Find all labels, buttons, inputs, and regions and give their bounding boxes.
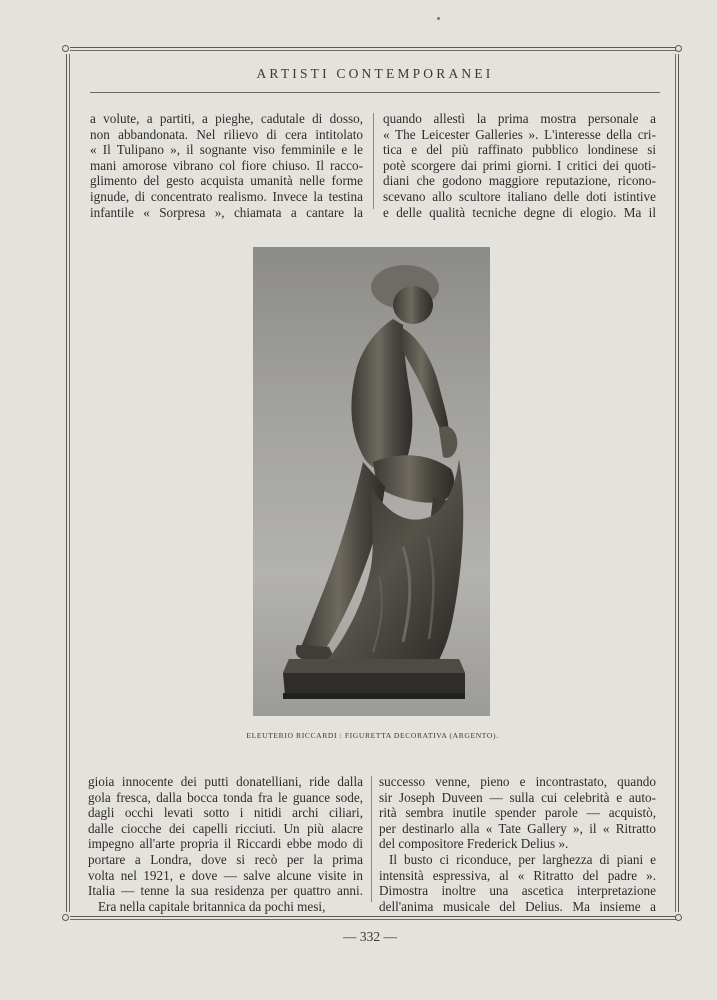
- frame-top-rule-inner: [70, 50, 678, 51]
- frame-right-rule-inner: [675, 54, 676, 912]
- text-line: « Il Tulipano », il sognante viso femminile e le: [90, 142, 363, 158]
- text-line: portare a Londra, dove si recò per la prima: [88, 851, 363, 867]
- frame-corner-ornament: [62, 45, 69, 52]
- statuette-illustration: [253, 247, 490, 716]
- text-line: rità sembra inutile spender parole — acquistò,: [379, 805, 656, 821]
- running-head: ARTISTI CONTEMPORANEI: [256, 66, 494, 81]
- text-line: volta nel 1921, e dove — salve alcune visite in: [88, 867, 363, 883]
- text-line: successo venne, pieno e incontrastato, quando: [379, 774, 656, 789]
- text-line: infantile « Sorpresa », chiamata a cantare la: [90, 204, 363, 220]
- text-line: diani che godono maggiore reputazione, ricono-: [383, 173, 656, 189]
- text-line: a volute, a partiti, a pieghe, cadutale di dosso,: [90, 111, 363, 126]
- text-line: non abbandonata. Nel rilievo di cera intitolato: [90, 126, 363, 142]
- text-line: Italia — tenne la sua residenza per quattro anni.: [88, 883, 363, 899]
- frame-corner-ornament: [675, 45, 682, 52]
- text-line: quando allestì la prima mostra personale a: [383, 111, 656, 126]
- text-line: del compositore Frederick Delius ».: [379, 836, 569, 852]
- text-line: intensità espressiva, al « Ritratto del padre ».: [379, 867, 656, 883]
- frame-bottom-rule: [70, 916, 678, 917]
- text-line: scevano allo scultore italiano delle doti istintive: [383, 188, 656, 204]
- text-line: potè scorgere dai primi giorni. I critici dei quoti-: [383, 157, 656, 173]
- text-line: dell'anima musicale del Delius. Ma insieme a: [379, 898, 656, 914]
- frame-corner-ornament: [62, 914, 69, 921]
- text-line: Dimostra inoltre una ascetica interpretazione: [379, 883, 656, 899]
- text-line: per destinarlo alla « Tate Gallery », il « Ritratto: [379, 820, 656, 836]
- top-right-column: [383, 111, 656, 220]
- text-line: ignude, di concentrato realismo. Invece la testina: [90, 188, 363, 204]
- text-line: Il busto ci riconduce, per larghezza di piani e: [389, 851, 656, 867]
- frame-left-rule: [66, 54, 67, 912]
- text-line: Era nella capitale britannica da pochi mesi,: [98, 898, 326, 914]
- bottom-right-column: [379, 774, 656, 914]
- text-line: e delle qualità tecniche degne di elogio. Ma il: [383, 204, 656, 220]
- top-left-column: [90, 111, 363, 220]
- text-line: mani amorose vibrano col fiore chiuso. Il racco-: [90, 157, 363, 173]
- frame-top-rule: [70, 47, 678, 48]
- running-head-rule: [90, 92, 660, 93]
- page-number: — 332 —: [343, 929, 397, 944]
- frame-corner-ornament: [675, 914, 682, 921]
- column-divider: [371, 776, 372, 902]
- text-line: « The Leicester Galleries ». L'interesse della cri-: [383, 126, 656, 142]
- text-line: impegno all'arte propria il Riccardi ebbe modo di: [88, 836, 363, 852]
- ink-speck: [437, 17, 440, 20]
- text-line: tica e del più raffinato pubblico londinese si: [383, 142, 656, 158]
- frame-right-rule: [678, 54, 679, 912]
- text-line: glimento del gesto acquista umanità nelle forme: [90, 173, 363, 189]
- text-line: sir Joseph Duveen — sulla cui celebrità e auto-: [379, 789, 656, 805]
- text-line: dagli occhi levati sotto i nitidi archi ciliari,: [88, 805, 363, 821]
- statuette-photograph: [253, 247, 490, 716]
- text-line: dalle ciocche dei capelli ricciuti. Un più alacre: [88, 820, 363, 836]
- figure-caption: ELEUTERIO RICCARDI : FIGURETTA DECORATIVA (ARGENTO).: [246, 731, 499, 740]
- text-line: gola fresca, dalla bocca tonda fra le guance sode,: [88, 789, 363, 805]
- text-line: gioia innocente dei putti donatelliani, ride dalla: [88, 774, 363, 789]
- frame-left-rule-inner: [69, 54, 70, 912]
- column-divider: [373, 113, 374, 209]
- frame-bottom-rule-inner: [70, 919, 678, 920]
- bottom-left-column: [88, 774, 363, 914]
